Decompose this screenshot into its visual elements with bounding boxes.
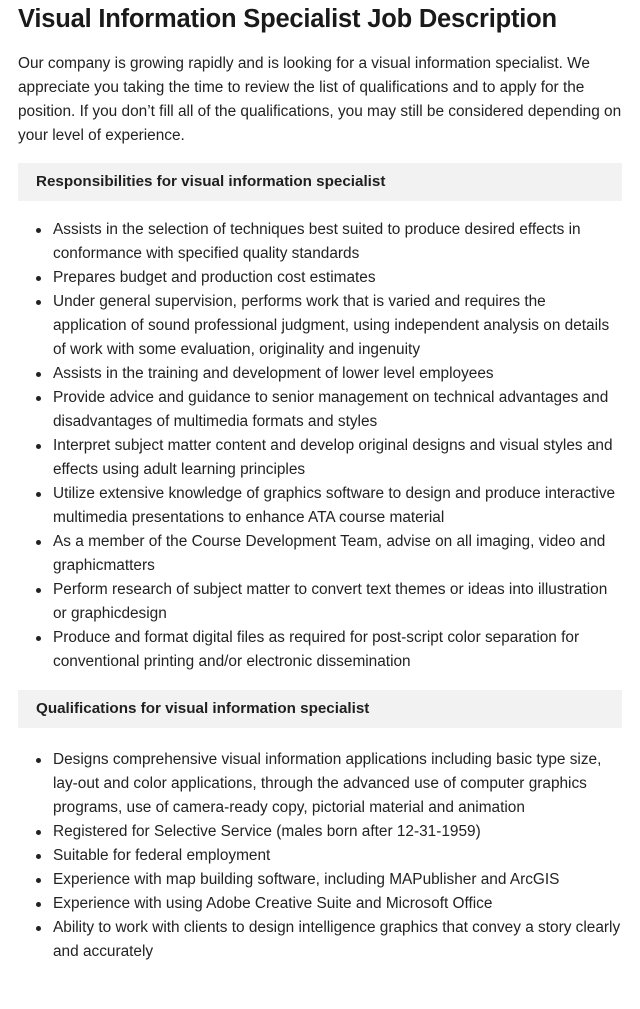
list-item-text: Suitable for federal employment — [53, 847, 271, 864]
list-item-text: As a member of the Course Development Team, advise on all imaging, video and graphicmatters — [53, 533, 606, 574]
qualifications-heading: Qualifications for visual information specialist — [18, 690, 622, 728]
list-item — [53, 290, 622, 362]
list-item — [53, 482, 622, 530]
list-item — [53, 626, 622, 674]
list-item-text: Assists in the training and development of lower level employees — [53, 365, 494, 382]
bullet-icon — [36, 926, 41, 931]
list-item — [53, 386, 622, 434]
bullet-icon — [36, 636, 41, 641]
list-item-text: Designs comprehensive visual information applications including basic type size, lay-out and color applications, through the advanced use of computer graphics programs, use of camera-ready copy, pictorial material and animation — [53, 751, 602, 816]
bullet-icon — [36, 540, 41, 545]
intro-paragraph: Our company is growing rapidly and is looking for a visual information specialist. We appreciate you taking the time to review the list of qualifications and to apply for the position. If you don’t fill all of the qualifications, you may still be considered depending on your level of experience. — [18, 55, 622, 144]
responsibilities-list — [18, 218, 622, 674]
list-item — [53, 266, 622, 290]
list-item — [53, 892, 622, 916]
list-item-text: Registered for Selective Service (males born after 12-31-1959) — [53, 823, 481, 840]
list-item — [53, 820, 622, 844]
bullet-icon — [36, 588, 41, 593]
list-item — [53, 868, 622, 892]
list-item-text: Experience with using Adobe Creative Suite and Microsoft Office — [53, 895, 493, 912]
bullet-icon — [36, 276, 41, 281]
list-item-text: Utilize extensive knowledge of graphics software to design and produce interactive multimedia presentations to enhance ATA course material — [53, 485, 616, 526]
list-item-text: Ability to work with clients to design intelligence graphics that convey a story clearly and accurately — [53, 919, 621, 960]
list-item-text: Assists in the selection of techniques best suited to produce desired effects in conformance with specified quality standards — [53, 221, 581, 262]
bullet-icon — [36, 854, 41, 859]
bullet-icon — [36, 228, 41, 233]
list-item-text: Perform research of subject matter to convert text themes or ideas into illustration or graphicdesign — [53, 581, 608, 622]
bullet-icon — [36, 830, 41, 835]
bullet-icon — [36, 300, 41, 305]
list-item — [53, 916, 622, 964]
list-item — [53, 434, 622, 482]
bullet-icon — [36, 758, 41, 763]
list-item — [53, 530, 622, 578]
list-item-text: Prepares budget and production cost estimates — [53, 269, 376, 286]
list-item-text: Under general supervision, performs work that is varied and requires the application of sound professional judgment, using independent analysis on details of work with some evaluation, originality and ingenuity — [53, 293, 610, 358]
list-item — [53, 362, 622, 386]
responsibilities-heading: Responsibilities for visual information specialist — [18, 163, 622, 201]
list-item-text: Provide advice and guidance to senior management on technical advantages and disadvantages of multimedia formats and styles — [53, 389, 609, 430]
bullet-icon — [36, 396, 41, 401]
bullet-icon — [36, 902, 41, 907]
bullet-icon — [36, 878, 41, 883]
qualifications-list — [18, 748, 622, 964]
list-item — [53, 218, 622, 266]
bullet-icon — [36, 372, 41, 377]
list-item — [53, 578, 622, 626]
list-item — [53, 844, 622, 868]
list-item-text: Interpret subject matter content and develop original designs and visual styles and effects using adult learning principles — [53, 437, 613, 478]
list-item-text: Produce and format digital files as required for post-script color separation for conventional printing and/or electronic dissemination — [53, 629, 580, 670]
bullet-icon — [36, 444, 41, 449]
page-title: Visual Information Specialist Job Description — [18, 5, 557, 33]
list-item — [53, 748, 622, 820]
bullet-icon — [36, 492, 41, 497]
list-item-text: Experience with map building software, including MAPublisher and ArcGIS — [53, 871, 560, 888]
